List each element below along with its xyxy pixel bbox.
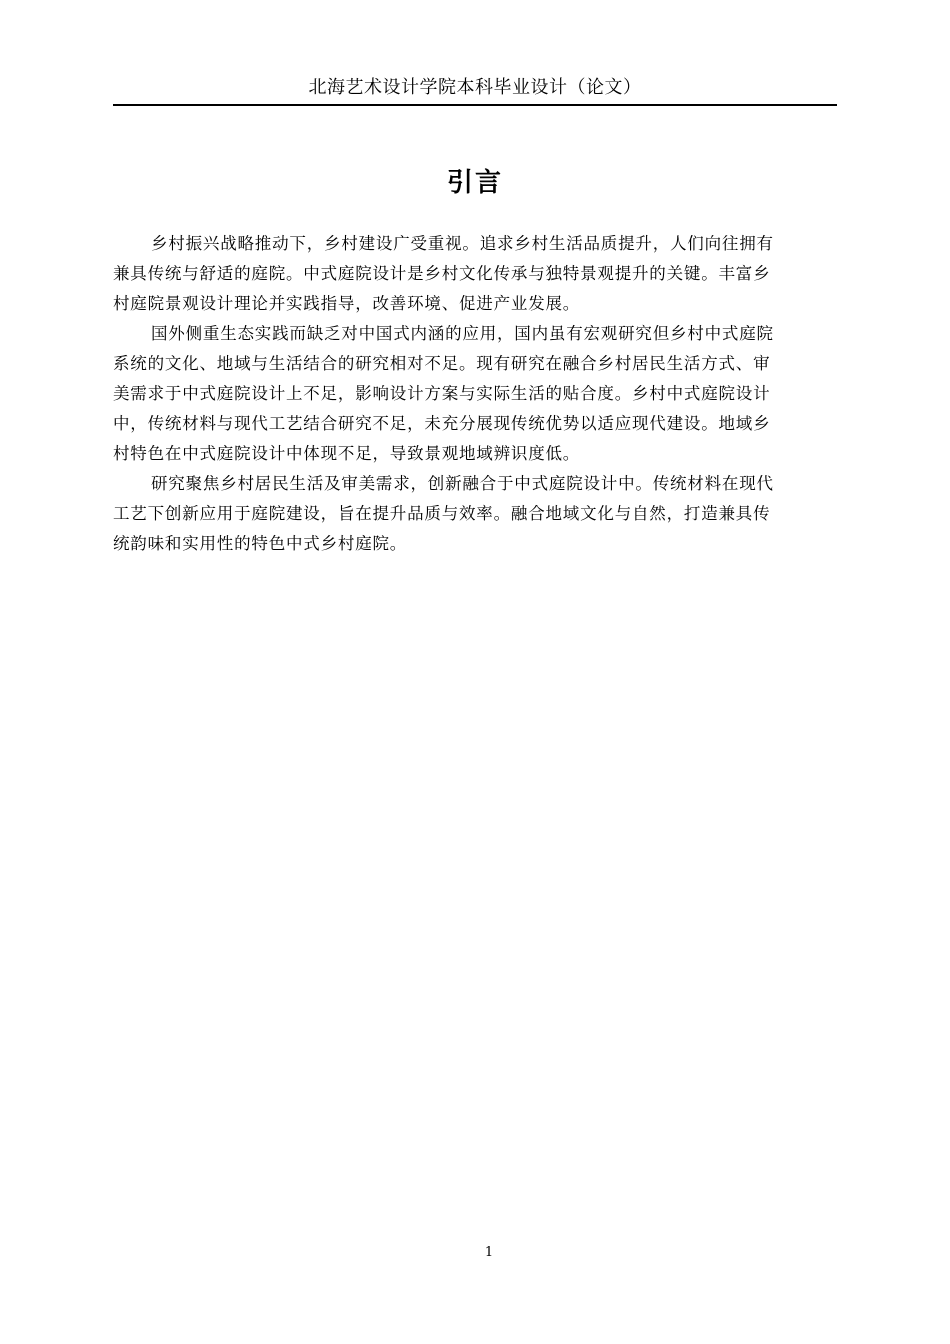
paragraph-line: 村特色在中式庭院设计中体现不足，导致景观地域辨识度低。 <box>113 444 581 463</box>
paragraph-line: 村庭院景观设计理论并实践指导，改善环境、促进产业发展。 <box>113 294 581 313</box>
paragraph-2 <box>113 319 837 469</box>
section-title: 引言 <box>446 168 503 198</box>
paragraph-line: 国外侧重生态实践而缺乏对中国式内涵的应用，国内虽有宏观研究但乡村中式庭院 <box>151 324 774 343</box>
paragraph-line: 系统的文化、地域与生活结合的研究相对不足。现有研究在融合乡村居民生活方式、审 <box>113 354 771 373</box>
paragraph-line: 工艺下创新应用于庭院建设，旨在提升品质与效率。融合地域文化与自然，打造兼具传 <box>113 504 771 523</box>
header-rule <box>113 104 837 106</box>
page-number: 1 <box>484 1245 494 1260</box>
paragraph-line: 美需求于中式庭院设计上不足，影响设计方案与实际生活的贴合度。乡村中式庭院设计 <box>113 384 771 403</box>
paragraph-line: 兼具传统与舒适的庭院。中式庭院设计是乡村文化传承与独特景观提升的关键。丰富乡 <box>113 264 771 283</box>
running-header: 北海艺术设计学院本科毕业设计（论文） <box>308 77 642 98</box>
paragraph-line: 研究聚焦乡村居民生活及审美需求，创新融合于中式庭院设计中。传统材料在现代 <box>151 474 774 493</box>
paragraph-line: 统韵味和实用性的特色中式乡村庭院。 <box>113 534 408 553</box>
paragraph-1 <box>113 229 837 319</box>
body-text <box>113 229 837 559</box>
paragraph-line: 中，传统材料与现代工艺结合研究不足，未充分展现传统优势以适应现代建设。地域乡 <box>113 414 771 433</box>
paragraph-3 <box>113 469 837 559</box>
paragraph-line: 乡村振兴战略推动下，乡村建设广受重视。追求乡村生活品质提升，人们向往拥有 <box>151 234 774 253</box>
